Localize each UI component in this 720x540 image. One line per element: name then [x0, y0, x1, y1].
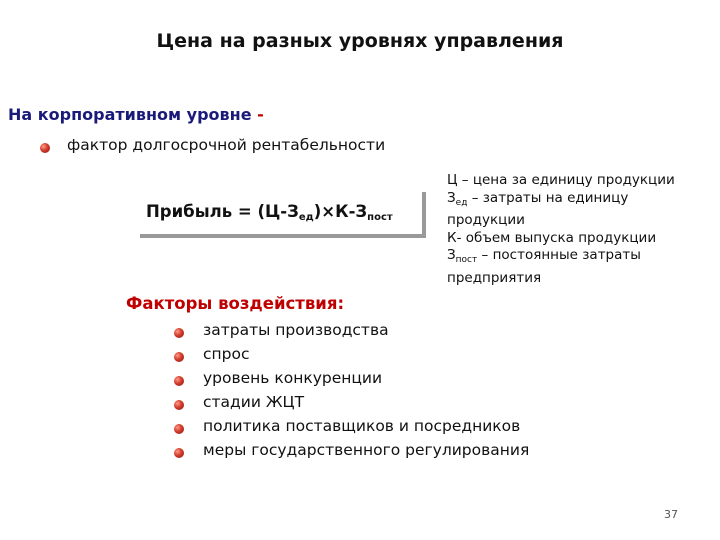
formula-sub2: пост: [367, 212, 393, 223]
formula-legend: [447, 172, 697, 288]
bullet-icon: [174, 376, 184, 386]
factor-item: политика поставщиков и посредников: [203, 417, 521, 435]
corporate-bullet-text: фактор долгосрочной рентабельности: [67, 136, 386, 154]
legend-unit-cost-text: – затраты на единицу: [467, 189, 629, 206]
legend-z-symbol: З: [447, 189, 456, 206]
factor-item: затраты производства: [203, 321, 389, 339]
formula-sub1: ед: [298, 212, 314, 223]
legend-line-price: Ц – цена за единицу продукции: [447, 172, 675, 188]
slide-title: Цена на разных уровнях управления: [156, 30, 564, 52]
bullet-icon: [40, 143, 50, 153]
factor-item: меры государственного регулирования: [203, 441, 530, 459]
formula-part2: )×К-З: [313, 202, 368, 221]
corporate-heading-dash: -: [251, 105, 264, 124]
legend-line-fixed-cost: [447, 247, 697, 270]
legend-line-unit-cost-cont: продукции: [447, 212, 525, 229]
legend-z-symbol-2: З: [447, 247, 456, 264]
bullet-icon: [174, 328, 184, 338]
legend-z-sub-ed: ед: [455, 197, 468, 208]
page-number: 37: [664, 508, 678, 521]
factor-item: уровень конкуренции: [203, 369, 383, 387]
factor-item: стадии ЖЦТ: [203, 393, 305, 411]
corporate-level-heading: [8, 105, 264, 124]
legend-line-fixed-cost-cont: предприятия: [447, 269, 542, 286]
bullet-icon: [174, 448, 184, 458]
legend-line-volume: К- объем выпуска продукции: [447, 229, 657, 246]
bullet-icon: [174, 424, 184, 434]
formula-part1: Прибыль = (Ц-З: [146, 202, 299, 221]
corporate-heading-text: На корпоративном уровне: [8, 105, 252, 124]
profit-formula: [146, 202, 393, 223]
factors-heading: Факторы воздействия:: [126, 294, 345, 313]
legend-fixed-cost-text: – постоянные затраты: [477, 247, 641, 264]
bullet-icon: [174, 352, 184, 362]
legend-z-sub-post: пост: [455, 255, 478, 266]
bullet-icon: [174, 400, 184, 410]
legend-line-unit-cost: [447, 190, 697, 213]
factor-item: спрос: [203, 345, 250, 363]
